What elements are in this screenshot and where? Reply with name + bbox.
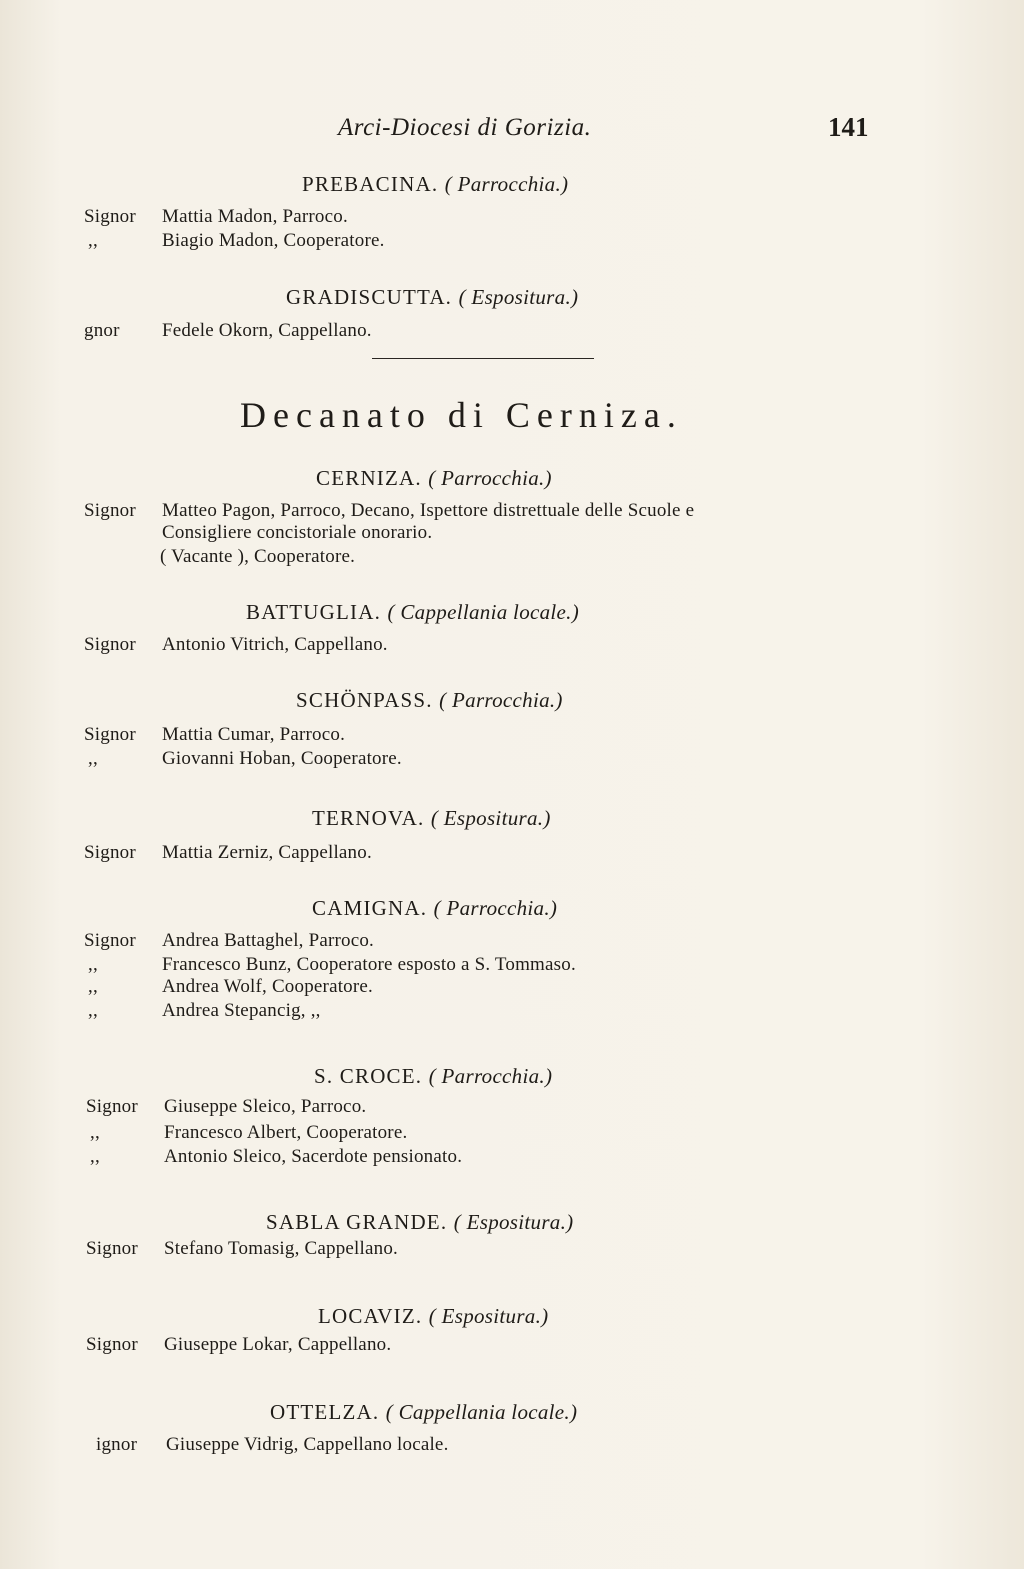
clergy-line	[84, 500, 694, 522]
clergy-text: Stefano Tomasig, Cappellano.	[164, 1238, 398, 1259]
clergy-line	[86, 1096, 366, 1118]
clergy-line	[86, 1334, 391, 1356]
church-type: ( Parrocchia.)	[428, 466, 552, 490]
page-number: 141	[828, 112, 869, 142]
clergy-line	[86, 1122, 407, 1144]
title-prefix: Signor	[84, 842, 136, 863]
clergy-text: ( Vacante ), Cooperatore.	[160, 546, 356, 567]
clergy-text: Antonio Sleico, Sacerdote pensionato.	[164, 1146, 463, 1167]
title-prefix: Signor	[86, 1238, 138, 1259]
title-prefix: ignor	[96, 1434, 138, 1455]
clergy-text: Matteo Pagon, Parroco, Decano, Ispettore distrettuale delle Scuole e	[162, 500, 695, 521]
clergy-line	[84, 954, 576, 976]
place-name: SCHÖNPASS.	[296, 688, 433, 712]
place-name: BATTUGLIA.	[246, 600, 382, 624]
clergy-text: Giuseppe Lokar, Cappellano.	[164, 1334, 392, 1355]
clergy-line	[84, 748, 402, 770]
clergy-text: Fedele Okorn, Cappellano.	[162, 320, 372, 341]
clergy-text: Giuseppe Sleico, Parroco.	[164, 1096, 367, 1117]
place-name: LOCAVIZ.	[318, 1304, 423, 1328]
church-type: ( Parrocchia.)	[433, 896, 558, 920]
entry-heading-ternova	[312, 806, 551, 831]
clergy-line	[84, 320, 372, 342]
title-prefix: Signor	[84, 206, 136, 227]
clergy-text: Mattia Cumar, Parroco.	[162, 724, 346, 745]
clergy-line	[160, 546, 355, 568]
entry-heading-sabla-grande	[266, 1210, 573, 1235]
title-prefix: Signor	[86, 1334, 138, 1355]
clergy-text: Andrea Battaghel, Parroco.	[162, 930, 375, 951]
clergy-line	[86, 1238, 398, 1260]
clergy-text: Consigliere concistoriale onorario.	[162, 522, 433, 543]
title-prefix: Signor	[84, 930, 136, 951]
clergy-text: Mattia Zerniz, Cappellano.	[162, 842, 372, 863]
entry-heading-schonpass	[296, 688, 563, 713]
clergy-text: Francesco Albert, Cooperatore.	[164, 1122, 408, 1143]
title-prefix: Signor	[84, 724, 136, 745]
clergy-line	[84, 842, 372, 864]
clergy-line	[84, 724, 345, 746]
ditto-mark: ,,	[88, 954, 98, 975]
place-name: SABLA GRANDE.	[266, 1210, 448, 1234]
clergy-text: Giuseppe Vidrig, Cappellano locale.	[166, 1434, 449, 1455]
place-name: PREBACINA.	[302, 172, 439, 196]
ditto-mark: ,,	[88, 976, 98, 997]
ditto-mark: ,,	[88, 1000, 98, 1021]
clergy-text: Biagio Madon, Cooperatore.	[162, 230, 385, 251]
place-name: TERNOVA.	[312, 806, 425, 830]
clergy-line	[84, 634, 388, 656]
clergy-text: Andrea Stepancig, ,,	[162, 1000, 321, 1021]
entry-heading-ottelza	[270, 1400, 577, 1425]
clergy-line	[162, 522, 432, 544]
place-name: OTTELZA.	[270, 1400, 380, 1424]
entry-heading-prebacina	[302, 172, 568, 197]
clergy-line	[96, 1434, 449, 1456]
church-type: ( Espositura.)	[428, 1304, 549, 1328]
church-type: ( Parrocchia.)	[428, 1064, 553, 1088]
deanery-title: Decanato di Cerniza.	[240, 395, 683, 435]
clergy-line	[86, 1146, 462, 1168]
clergy-text: Mattia Madon, Parroco.	[162, 206, 348, 227]
church-type: ( Cappellania locale.)	[387, 600, 580, 624]
clergy-text: Giovanni Hoban, Cooperatore.	[162, 748, 402, 769]
clergy-text: Francesco Bunz, Cooperatore esposto a S. Tommaso.	[162, 954, 576, 975]
title-prefix: Signor	[84, 500, 136, 521]
running-title: Arci-Diocesi di Gorizia.	[338, 114, 592, 141]
entry-heading-cerniza	[316, 466, 552, 491]
clergy-line	[84, 230, 385, 252]
clergy-line	[84, 1000, 321, 1022]
place-name: CAMIGNA.	[312, 896, 428, 920]
title-prefix: Signor	[86, 1096, 138, 1117]
church-type: ( Parrocchia.)	[439, 688, 563, 712]
place-name: CERNIZA.	[316, 466, 422, 490]
church-type: ( Parrocchia.)	[444, 172, 569, 196]
entry-heading-gradiscutta	[286, 285, 578, 310]
section-rule	[372, 358, 594, 359]
clergy-line	[84, 930, 374, 952]
church-type: ( Espositura.)	[453, 1210, 574, 1234]
church-type: ( Espositura.)	[430, 806, 551, 830]
ditto-mark: ,,	[90, 1146, 100, 1167]
ditto-mark: ,,	[88, 748, 98, 769]
ditto-mark: ,,	[88, 230, 98, 251]
entry-heading-locaviz	[318, 1304, 548, 1329]
ditto-mark: ,,	[90, 1122, 100, 1143]
running-head	[0, 108, 1024, 148]
entry-heading-s-croce	[314, 1064, 552, 1089]
clergy-text: Andrea Wolf, Cooperatore.	[162, 976, 373, 997]
title-prefix: gnor	[84, 320, 120, 341]
clergy-line	[84, 206, 348, 228]
entry-heading-battuglia	[246, 600, 579, 625]
title-prefix: Signor	[84, 634, 136, 655]
place-name: GRADISCUTTA.	[286, 285, 453, 309]
church-type: ( Cappellania locale.)	[385, 1400, 578, 1424]
place-name: S. CROCE.	[314, 1064, 423, 1088]
clergy-line	[84, 976, 373, 998]
church-type: ( Espositura.)	[458, 285, 579, 309]
clergy-text: Antonio Vitrich, Cappellano.	[162, 634, 388, 655]
entry-heading-camigna	[312, 896, 557, 921]
